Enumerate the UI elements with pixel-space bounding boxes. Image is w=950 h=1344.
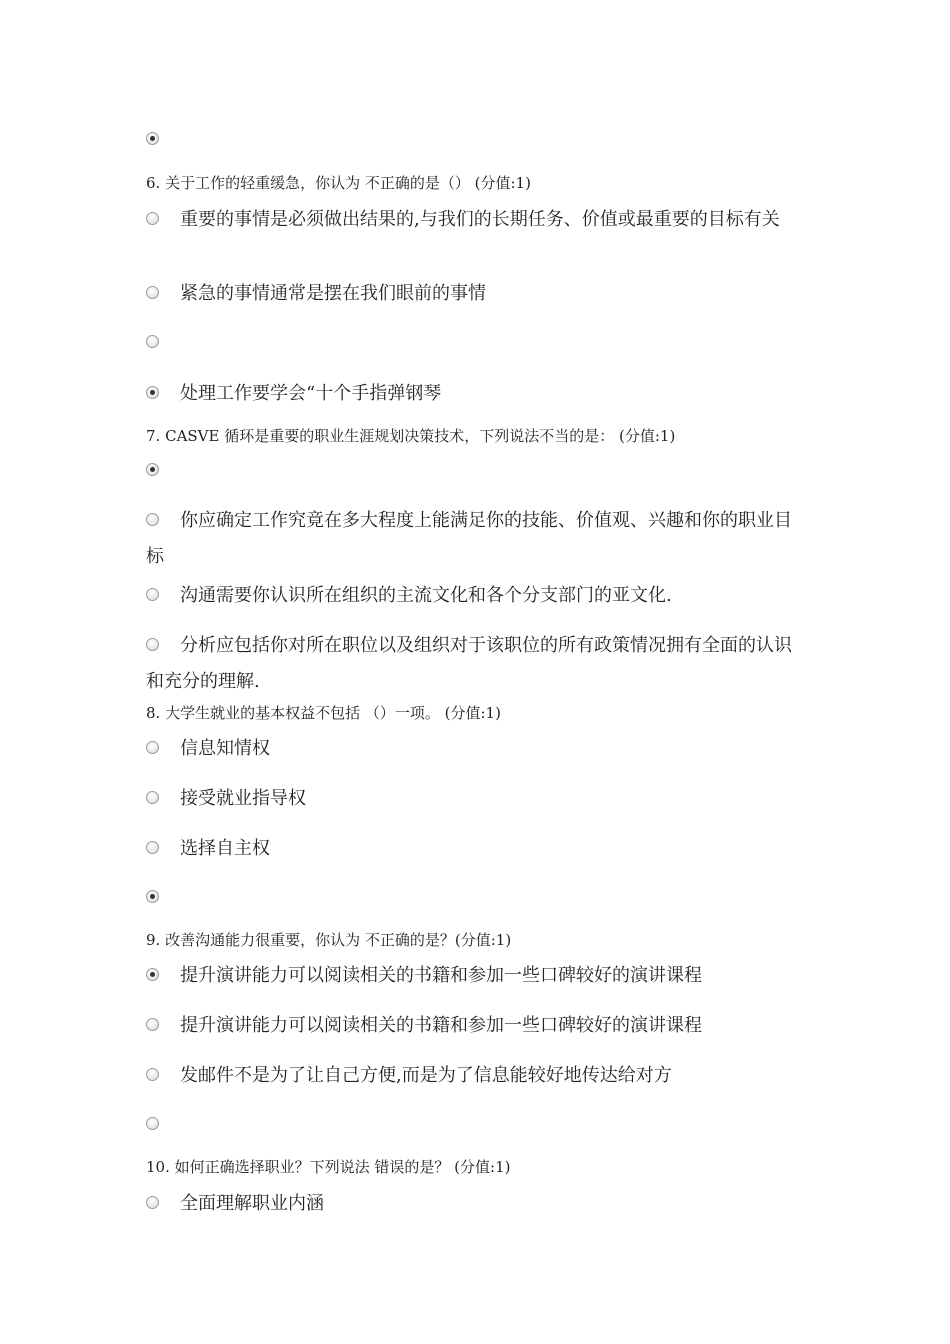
radio-button[interactable]: [146, 1068, 159, 1081]
option-label: 提升演讲能力可以阅读相关的书籍和参加一些口碑较好的演讲课程: [180, 965, 702, 986]
option-label: 重要的事情是必须做出结果的,与我们的长期任务、价值或最重要的目标有关: [180, 209, 780, 230]
option-label: 你应确定工作究竟在多大程度上能满足你的技能、价值观、兴趣和你的职业目标: [146, 510, 792, 567]
question-text: 改善沟通能力很重要，你认为 不正确的是？(分值:1): [165, 931, 512, 949]
question-6-stem: [146, 172, 531, 193]
option-q7-4[interactable]: [146, 634, 806, 700]
option-label: 发邮件不是为了让自己方便,而是为了信息能较好地传达给对方: [180, 1065, 672, 1086]
radio-button[interactable]: [146, 1196, 159, 1209]
radio-button[interactable]: [146, 890, 159, 903]
question-text: 如何正确选择职业？下列说法 错误的是？ (分值:1): [174, 1158, 511, 1176]
question-text: 大学生就业的基本权益不包括 （）一项。 (分值:1): [165, 704, 501, 722]
radio-button[interactable]: [146, 463, 159, 476]
question-number: 6.: [146, 174, 161, 192]
question-number: 10.: [146, 1158, 170, 1176]
option-q7-2[interactable]: [146, 509, 806, 575]
question-number: 9.: [146, 931, 161, 949]
option-q9-1[interactable]: [146, 964, 806, 994]
radio-button[interactable]: [146, 335, 159, 348]
option-q8-3[interactable]: [146, 837, 806, 867]
radio-button[interactable]: [146, 212, 159, 225]
option-label: 提升演讲能力可以阅读相关的书籍和参加一些口碑较好的演讲课程: [180, 1015, 702, 1036]
question-8-stem: [146, 702, 501, 723]
question-9-stem: [146, 929, 511, 950]
option-label: 接受就业指导权: [180, 788, 306, 809]
radio-button[interactable]: [146, 791, 159, 804]
option-label: 选择自主权: [180, 838, 270, 859]
question-10-stem: [146, 1156, 510, 1177]
question-text: CASVE 循环是重要的职业生涯规划决策技术，下列说法不当的是： (分值:1): [165, 427, 676, 445]
option-label: 处理工作要学会“十个手指弹钢琴: [180, 383, 442, 404]
option-q8-2[interactable]: [146, 787, 806, 817]
radio-button[interactable]: [146, 741, 159, 754]
option-label: 沟通需要你认识所在组织的主流文化和各个分支部门的亚文化.: [180, 585, 672, 606]
option-label: 全面理解职业内涵: [180, 1193, 324, 1214]
option-q9-2[interactable]: [146, 1014, 806, 1044]
option-label: 紧急的事情通常是摆在我们眼前的事情: [180, 283, 486, 304]
option-label: 分析应包括你对所在职位以及组织对于该职位的所有政策情况拥有全面的认识和充分的理解.: [146, 635, 792, 692]
radio-button[interactable]: [146, 386, 159, 399]
question-number: 7.: [146, 427, 161, 445]
radio-button[interactable]: [146, 588, 159, 601]
radio-button[interactable]: [146, 638, 159, 651]
radio-button[interactable]: [146, 286, 159, 299]
option-label: 信息知情权: [180, 738, 270, 759]
radio-button[interactable]: [146, 132, 159, 145]
option-q6-2[interactable]: [146, 282, 806, 312]
question-7-stem: [146, 425, 675, 446]
option-q10-1[interactable]: [146, 1192, 806, 1222]
option-q8-1[interactable]: [146, 737, 806, 767]
option-q7-3[interactable]: [146, 584, 806, 614]
option-q6-1[interactable]: [146, 208, 806, 238]
option-q9-3[interactable]: [146, 1064, 806, 1094]
question-text: 关于工作的轻重缓急，你认为 不正确的是（） (分值:1): [165, 174, 531, 192]
radio-button[interactable]: [146, 1018, 159, 1031]
question-number: 8.: [146, 704, 161, 722]
radio-button[interactable]: [146, 968, 159, 981]
radio-button[interactable]: [146, 513, 159, 526]
radio-button[interactable]: [146, 841, 159, 854]
radio-button[interactable]: [146, 1117, 159, 1130]
option-q6-4[interactable]: [146, 382, 806, 412]
